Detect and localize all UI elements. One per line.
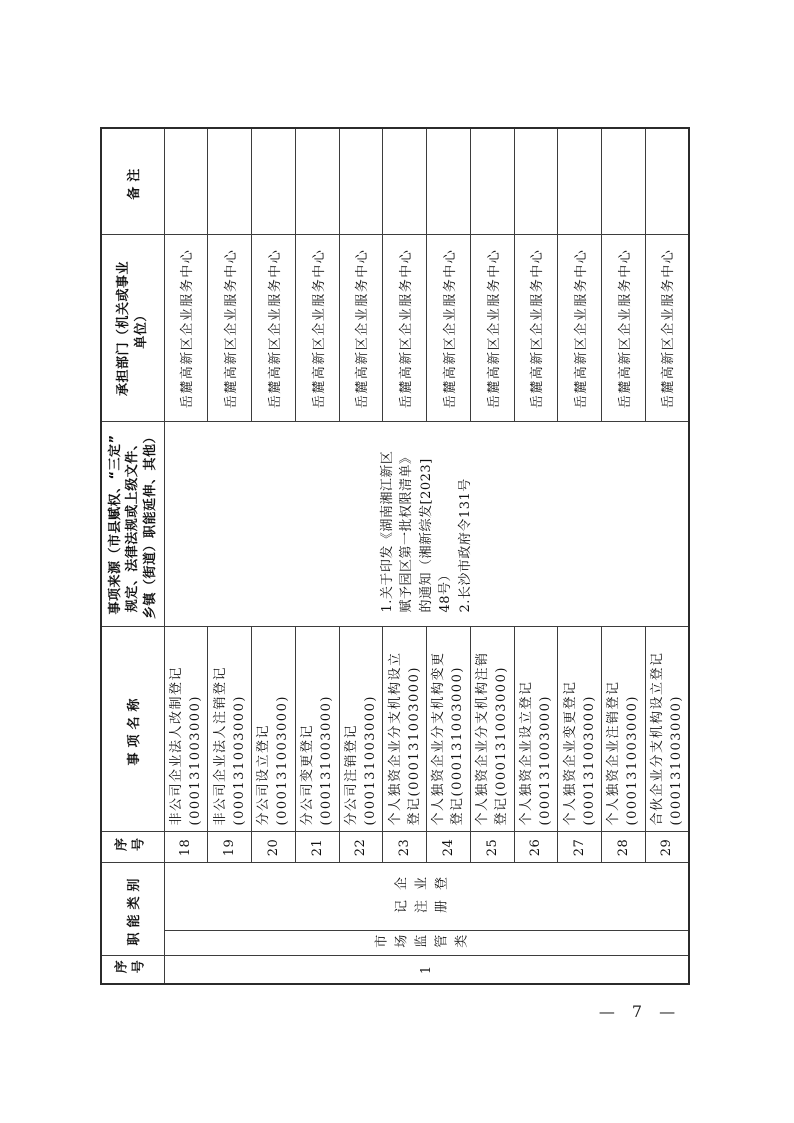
department-value: 岳麓高新区企业服务中心	[355, 248, 371, 409]
source-line: 1.关于印发《湖南湘江新区	[379, 450, 395, 613]
item-code-line: (000131003000)	[362, 695, 378, 826]
item-code-line: 登记(000131003000)	[406, 666, 422, 826]
department-cell	[470, 235, 514, 422]
item-no-value: 27	[572, 838, 588, 857]
header-source	[101, 422, 164, 627]
item-name-cell	[383, 627, 427, 832]
item-no-value: 26	[528, 838, 544, 857]
item-name-line: 合伙企业分支机构设立登记	[649, 651, 665, 826]
header-remark	[101, 128, 164, 235]
item-name-line: 个人独资企业分支机构变更	[431, 651, 447, 826]
item-no-cell	[645, 832, 689, 863]
item-no-value: 21	[309, 838, 325, 857]
source-line: 2.长沙市政府令131号	[457, 478, 473, 613]
item-no-cell	[558, 832, 602, 863]
item-no-value: 23	[397, 838, 413, 857]
header-remark-label: 备注	[127, 163, 143, 200]
category-sub-cell	[164, 863, 689, 931]
item-no-cell	[514, 832, 558, 863]
item-code-line: (000131003000)	[668, 695, 684, 826]
department-value: 岳麓高新区企业服务中心	[399, 248, 415, 409]
item-no-value: 29	[659, 838, 675, 857]
item-name-cell	[470, 627, 514, 832]
category-main-cell	[164, 931, 689, 956]
header-serial	[101, 956, 164, 984]
remark-cell	[383, 128, 427, 235]
item-name-line: 个人独资企业分支机构注销	[475, 651, 491, 826]
header-item-no	[101, 832, 164, 863]
item-no-cell	[164, 832, 208, 863]
remark-cell	[645, 128, 689, 235]
header-item-name	[101, 627, 164, 832]
remark-cell	[558, 128, 602, 235]
item-name-cell	[252, 627, 296, 832]
item-name-cell	[208, 627, 252, 832]
remark-cell	[295, 128, 339, 235]
item-code-line: (000131003000)	[187, 695, 203, 826]
item-name-cell	[602, 627, 646, 832]
item-name-line: 分公司设立登记	[256, 723, 272, 826]
category-main-label: 市场监管类	[374, 935, 475, 951]
source-line: 赋予园区第一批权限清单》	[399, 450, 414, 613]
header-serial-label: 序号	[113, 961, 148, 977]
remark-cell	[164, 128, 208, 235]
item-name-cell	[514, 627, 558, 832]
department-value: 岳麓高新区企业服务中心	[530, 248, 546, 409]
header-source-line: 事项来源（市县赋权、“三定”	[107, 434, 123, 615]
item-name-cell	[339, 627, 383, 832]
item-no-cell	[339, 832, 383, 863]
item-code-line: (000131003000)	[581, 695, 597, 826]
department-value: 岳麓高新区企业服务中心	[486, 248, 502, 409]
department-value: 岳麓高新区企业服务中心	[180, 248, 196, 409]
department-value: 岳麓高新区企业服务中心	[442, 248, 458, 409]
item-code-line: 登记(000131003000)	[494, 666, 510, 826]
remark-cell	[339, 128, 383, 235]
item-name-cell	[427, 627, 471, 832]
item-no-value: 22	[353, 838, 369, 857]
remark-cell	[252, 128, 296, 235]
item-name-cell	[645, 627, 689, 832]
item-no-cell	[470, 832, 514, 863]
remark-cell	[208, 128, 252, 235]
department-value: 岳麓高新区企业服务中心	[574, 248, 590, 409]
department-value: 岳麓高新区企业服务中心	[311, 248, 327, 409]
source-line: 48号）	[438, 567, 453, 613]
header-row	[101, 128, 164, 984]
item-no-value: 20	[265, 838, 281, 857]
department-cell	[208, 235, 252, 422]
item-code-line: 登记(000131003000)	[450, 666, 466, 826]
item-name-line: 个人独资企业分支机构设立	[387, 651, 403, 826]
item-no-cell	[383, 832, 427, 863]
delegated-authority-table	[100, 127, 690, 985]
remark-cell	[427, 128, 471, 235]
header-department-line: 承担部门（机关或事业	[116, 260, 132, 396]
header-department-line: 单位）	[133, 308, 149, 349]
category-sub-label: 企业登记注册	[394, 878, 455, 916]
remark-cell	[602, 128, 646, 235]
header-category-label: 职能类别	[127, 873, 143, 946]
item-no-cell	[252, 832, 296, 863]
department-value: 岳麓高新区企业服务中心	[224, 248, 240, 409]
header-item-name-label: 事项名称	[127, 693, 143, 766]
source-merged-cell	[164, 422, 689, 627]
item-name-line: 非公司企业法人注销登记	[212, 665, 228, 826]
rotated-landscape-table	[100, 128, 688, 985]
item-no-cell	[295, 832, 339, 863]
item-no-value: 28	[615, 838, 631, 857]
remark-cell	[470, 128, 514, 235]
department-cell	[602, 235, 646, 422]
header-item-no-label: 序号	[113, 839, 148, 855]
serial-value: 1	[418, 965, 434, 975]
department-cell	[514, 235, 558, 422]
department-value: 岳麓高新区企业服务中心	[617, 248, 633, 409]
source-line: 的通知（湘新综发[2023]	[418, 458, 434, 613]
page-number: — 7 —	[598, 1002, 676, 1021]
item-code-line: (000131003000)	[275, 695, 291, 826]
header-source-line: 规定、法律法规或上级文件、	[125, 436, 140, 613]
table-row	[164, 128, 208, 984]
header-department	[101, 235, 164, 422]
item-name-line: 非公司企业法人改制登记	[168, 665, 184, 826]
item-no-cell	[427, 832, 471, 863]
item-no-value: 18	[178, 838, 194, 857]
department-cell	[295, 235, 339, 422]
item-name-line: 分公司注销登记	[343, 723, 359, 826]
item-code-line: (000131003000)	[319, 695, 335, 826]
item-name-line: 个人独资企业变更登记	[562, 680, 578, 826]
remark-cell	[514, 128, 558, 235]
header-source-line: 乡镇（街道）职能延伸、其他）	[142, 429, 158, 619]
department-cell	[645, 235, 689, 422]
department-value: 岳麓高新区企业服务中心	[267, 248, 283, 409]
item-no-value: 25	[484, 838, 500, 857]
item-name-cell	[558, 627, 602, 832]
department-value: 岳麓高新区企业服务中心	[661, 248, 677, 409]
department-cell	[558, 235, 602, 422]
serial-merged-cell	[164, 956, 689, 984]
item-name-line: 个人独资企业注销登记	[606, 680, 622, 826]
department-cell	[339, 235, 383, 422]
department-cell	[164, 235, 208, 422]
item-name-line: 分公司变更登记	[300, 723, 316, 826]
item-name-line: 个人独资企业设立登记	[518, 680, 534, 826]
department-cell	[383, 235, 427, 422]
item-code-line: (000131003000)	[537, 695, 553, 826]
item-no-cell	[208, 832, 252, 863]
department-cell	[427, 235, 471, 422]
item-no-cell	[602, 832, 646, 863]
header-category	[101, 863, 164, 956]
item-code-line: (000131003000)	[231, 695, 247, 826]
item-name-cell	[295, 627, 339, 832]
item-code-line: (000131003000)	[625, 695, 641, 826]
item-name-cell	[164, 627, 208, 832]
item-no-value: 24	[440, 838, 456, 857]
department-cell	[252, 235, 296, 422]
item-no-value: 19	[222, 838, 238, 857]
